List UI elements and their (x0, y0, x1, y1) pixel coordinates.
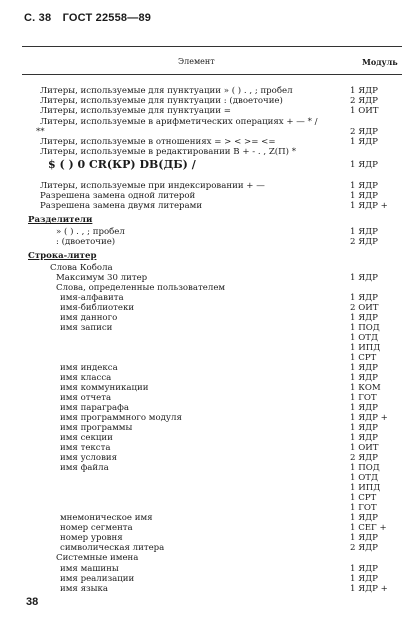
table-row-module: 1 ЯДР (350, 373, 378, 383)
table-row-element: имя условия (60, 453, 118, 463)
table-row-module: 1 ЯДР (350, 564, 378, 574)
table-row-module: 2 ЯДР (350, 127, 378, 137)
table-row-element: имя-библиотеки (60, 303, 135, 313)
table-row-element: имя реализации (60, 574, 135, 584)
table-row-module: 1 ЯДР (350, 160, 378, 170)
table-row-module: 1 ОИТ (350, 443, 379, 453)
table-row-element: имя секции (60, 433, 113, 443)
table-row-module: 1 ЯДР + (350, 584, 388, 594)
table-row-module: 1 ЯДР (350, 574, 378, 584)
table-row-element: Системные имена (56, 553, 139, 563)
table-row-element: имя-алфавита (60, 293, 124, 303)
table-row-module: 1 ЯДР (350, 403, 378, 413)
table-row-element: номер уровня (60, 533, 123, 543)
table-row-element: $ ( ) 0 CR(КР) DB(ДБ) / (48, 158, 196, 171)
table-row-module: 1 ПОД (350, 463, 380, 473)
table-row-element: имя данного (60, 313, 118, 323)
table-row-element: Литеры, используемые в арифметических операциях + — * / (40, 117, 318, 127)
page-number: 38 (26, 596, 39, 608)
table-row-module: 1 ЯДР (350, 137, 378, 147)
table-row-element: Разрешена замена одной литерой (40, 191, 196, 201)
table-row-module: 1 СЕГ + (350, 523, 387, 533)
table-row-element: ** (36, 127, 45, 137)
table-row-element: Литеры, используемые в редактировании B + - . , Z(П) * (40, 147, 297, 157)
gost-number: ГОСТ 22558—89 (62, 12, 152, 24)
table-row-module: 1 ЯДР (350, 363, 378, 373)
table-top-rule (22, 46, 402, 47)
table-row-module: 1 ЯДР (350, 433, 378, 443)
table-row-module: 1 ГОТ (350, 503, 377, 513)
table-row-element: Слова Кобола (50, 263, 113, 273)
table-row-element: имя класса (60, 373, 112, 383)
table-row-element: имя файла (60, 463, 109, 473)
table-row-module: 1 ОТД (350, 333, 378, 343)
table-row-element: имя коммуникации (60, 383, 149, 393)
table-row-element: Литеры, используемые при индексировании + — (40, 181, 265, 191)
table-row-element: номер сегмента (60, 523, 133, 533)
table-row-element: символическая литера (60, 543, 165, 553)
table-row-module: 2 ЯДР (350, 543, 378, 553)
table-row-element: имя записи (60, 323, 113, 333)
table-row-element: : (двоеточие) (56, 237, 116, 247)
table-row-element: » ( ) . , ; пробел (56, 227, 125, 237)
table-row-element: Слова, определенные пользователем (56, 283, 226, 293)
column-header-module: Модуль (362, 57, 398, 67)
table-row-module: 1 ПОД (350, 323, 380, 333)
table-row-module: 1 ЯДР + (350, 201, 388, 211)
table-row-module: 1 ЯДР (350, 313, 378, 323)
table-row-module: 1 ИПД (350, 343, 381, 353)
table-row-module: 1 СРТ (350, 353, 377, 363)
table-row-module: 1 ЯДР (350, 293, 378, 303)
table-row-module: 1 ЯДР (350, 227, 378, 237)
table-row-module: 2 ЯДР (350, 96, 378, 106)
table-row-element: Литеры, используемые для пунктуации » ( ) . , ; пробел (40, 86, 293, 96)
table-row-module: 1 ОИТ (350, 106, 379, 116)
section-number: С. 38 (24, 12, 52, 24)
page-header (24, 12, 159, 24)
table-row-module: 1 ЯДР (350, 86, 378, 96)
table-row-element: Строка-литер (28, 251, 97, 261)
table-row-element: имя отчета (60, 393, 112, 403)
table-row-element: имя индекса (60, 363, 118, 373)
table-row-module: 1 ГОТ (350, 393, 377, 403)
table-row-module: 1 ЯДР (350, 191, 378, 201)
table-row-element: имя программного модуля (60, 413, 182, 423)
table-row-module: 1 ЯДР (350, 273, 378, 283)
table-row-element: имя текста (60, 443, 111, 453)
table-row-element: Литеры, используемые для пунктуации : (двоеточие) (40, 96, 283, 106)
table-row-module: 2 ЯДР (350, 237, 378, 247)
table-row-module: 1 ЯДР (350, 181, 378, 191)
table-row-element: Литеры, используемые для пунктуации = (40, 106, 231, 116)
column-header-element: Элемент (178, 57, 215, 66)
table-row-module: 1 ЯДР (350, 513, 378, 523)
table-row-module: 1 СРТ (350, 493, 377, 503)
table-row-element: мнемоническое имя (60, 513, 153, 523)
table-row-module: 1 ИПД (350, 483, 381, 493)
table-row-module: 1 ЯДР + (350, 413, 388, 423)
table-row-element: имя параграфа (60, 403, 130, 413)
table-row-element: Разрешена замена двумя литерами (40, 201, 203, 211)
table-row-module: 1 ЯДР (350, 423, 378, 433)
table-row-module: 1 КОМ (350, 383, 381, 393)
table-row-element: имя программы (60, 423, 133, 433)
table-row-element: имя машины (60, 564, 119, 574)
table-row-module: 1 ЯДР (350, 533, 378, 543)
table-row-element: Разделители (28, 215, 93, 225)
table-row-element: имя языка (60, 584, 109, 594)
table-row-module: 2 ОИТ (350, 303, 379, 313)
table-row-element: Максимум 30 литер (56, 273, 148, 283)
table-row-element: Литеры, используемые в отношениях = > < >= <= (40, 137, 276, 147)
table-header-rule (22, 74, 402, 75)
table-row-module: 1 ОТД (350, 473, 378, 483)
table-row-module: 2 ЯДР (350, 453, 378, 463)
